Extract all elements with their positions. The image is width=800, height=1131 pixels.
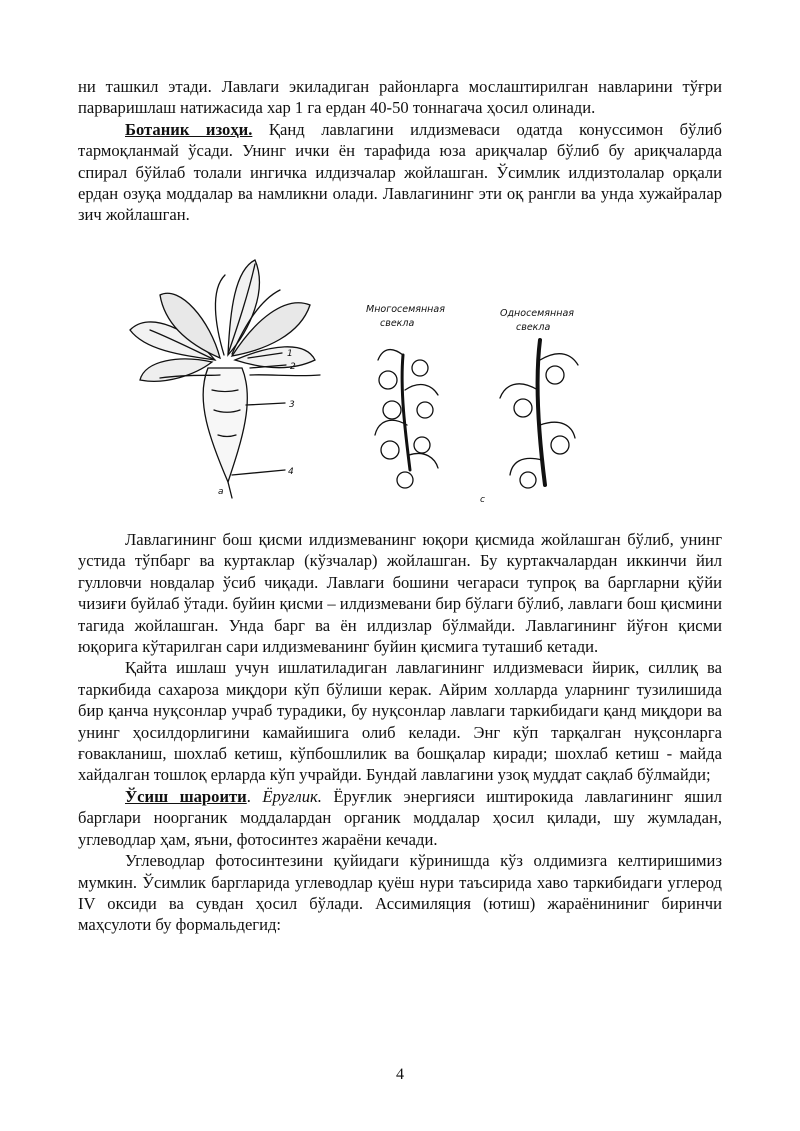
page-number: 4 bbox=[396, 1066, 404, 1083]
heading-growth: Ўсиш шароити bbox=[125, 786, 247, 806]
paragraph-growth bbox=[78, 786, 722, 850]
paragraph-intro: ни ташкил этади. Лавлаги экиладиган районларга мослаштирилган навларини тўғри парваришлаш натижасида хар 1 га ердан 40-50 тоннагача ҳосил олинади. bbox=[78, 77, 722, 118]
heading-growth-sep: . bbox=[246, 786, 263, 806]
label-number-2: 2 bbox=[290, 362, 296, 372]
text-block-top bbox=[78, 76, 722, 226]
growth-text: Ёруғлик энергияси иштирокида лавлагининг яшил барглари ноорганик моддалардан органик моддалар ҳосил қилади, шу жумладан, углеводлар ҳам, яъни, фотосинтез жараёни кечади. bbox=[78, 786, 722, 849]
heading-botanic: Ботаник изоҳи. bbox=[125, 119, 253, 139]
beet-figure-svg bbox=[120, 250, 600, 505]
label-letter-c: с bbox=[480, 495, 485, 505]
beet-illustration bbox=[120, 250, 600, 505]
text-block-main bbox=[78, 529, 722, 936]
paragraph-defects: Қайта ишлаш учун ишлатиладиган лавлагининг илдизмеваси йирик, силлиқ ва таркибида сахароза миқдори кўп бўлиши керак. Айрим холларда уларнинг тузилишида бир қанча нуқсонлар учраб турадики, бу нуқсонлар лавлаги таркибидаги қанд миқдори ва унинг ҳосилдорлигини камайишига олиб келади. Энг кўп тарқалган нуқсонларга ғовакланиш, шохлаб кетиш, кўпбошлилик ва бошқалар киради; шохлаб кетиш - майда хайдалган тошлоқ ерларда кўп учрайди. Бундай лавлагини узоқ муддат сақлаб бўлмайди; bbox=[78, 658, 722, 785]
paragraph-head-part: Лавлагининг бош қисми илдизмеванинг юқори қисмида жойлашган бўлиб, унинг устида тўпбарг ва куртаклар (кўзчалар) жойлашган. Бу куртакчалардан иккинчи йил гулловчи новдалар ўсиб чиқади. Лавлаги бошини чегараси тупроқ ва баргларни қўйи чизиғи буйлаб ўтади. буйин қисми – илдизмевани бир бўлаги бўлиб, лавлаги бош қисмини тагида жойлашган. Унда барг ва ён илдизлар бўлмайди. Лавлагининг йўғон қисми юқорига кўтарилган сари илдизмеванинг буйин қисмига туташиб кетади. bbox=[78, 530, 722, 657]
caption-singleseed-line2: свекла bbox=[516, 322, 551, 333]
caption-multiseed-line2: свекла bbox=[380, 318, 415, 329]
subheading-light: Ёруғлик. bbox=[262, 786, 322, 806]
label-number-3: 3 bbox=[289, 400, 295, 410]
botanic-text: Қанд лавлагини илдизмеваси одатда конуссимон бўлиб тармоқланмай ўсади. Унинг ички ён тарафида юза ариқчалар бўлиб бу ариқчаларда спирал бўйлаб толали ингичка илдизчалар жойлашган. Ўсимлик илдизтолалар орқали ердан озуқа моддалар ва намликни олади. Лавлагининг эти оқ рангли ва унда хужайралар зич жойлашган. bbox=[78, 119, 723, 225]
caption-multiseed-line1: Многосемянная bbox=[366, 304, 445, 315]
paragraph-photosynthesis: Углеводлар фотосинтезини қуйидаги кўринишда кўз олдимизга келтиришимиз мумкин. Ўсимлик баргларида углеводлар қуёш нури таъсирида хаво таркибидаги углерод IV оксиди ва сувдан ҳосил бўлади. Ассимиляция (ютиш) жараёнининиг биринчи маҳсулоти бу формальдегид: bbox=[78, 851, 722, 935]
label-letter-a: а bbox=[218, 487, 224, 497]
label-number-4: 4 bbox=[288, 467, 294, 477]
paragraph-botanic bbox=[78, 119, 722, 226]
caption-singleseed-line1: Односемянная bbox=[500, 308, 574, 319]
label-number-1: 1 bbox=[287, 349, 293, 359]
